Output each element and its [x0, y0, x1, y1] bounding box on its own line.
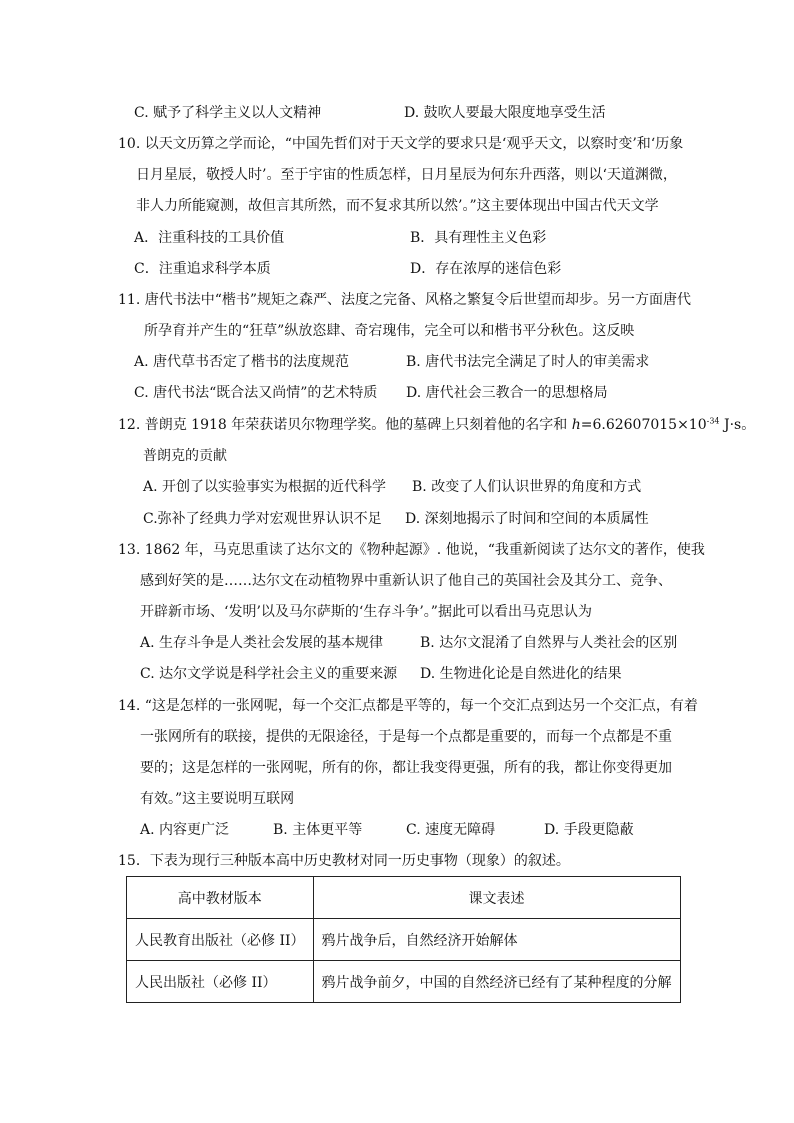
- q14-option-d: D. 手段更隐蔽: [544, 822, 634, 838]
- q10-stem-line-2: 日月星辰，敬授人时’。至于宇宙的性质怎样，日月星辰为何东升西落，则以‘天道渊微，: [136, 167, 677, 183]
- q10-option-c: C．注重追求科学本质: [134, 261, 271, 277]
- q13-stem-line-2: 感到好笑的是……达尔文在动植物界中重新认识了他自己的英国社会及其分工、竞争、: [140, 573, 672, 589]
- q11-option-c: C. 唐代书法“既合法又尚情”的艺术特质: [134, 385, 378, 401]
- q11-stem-line-1: 11. 唐代书法中“楷书”规矩之森严、法度之完备、风格之繁复令后世望而却步。另一方面唐代: [118, 292, 692, 308]
- q11-option-b: B. 唐代书法完全满足了时人的审美需求: [406, 354, 650, 370]
- table-header-edition: 高中教材版本: [127, 877, 314, 919]
- q14-stem-line-2: 一张网所有的联接，提供的无限途径，于是每一个点都是重要的，而每一个点都是不重: [140, 729, 672, 745]
- q12-option-b: B. 改变了人们认识世界的角度和方式: [412, 479, 642, 495]
- q14-option-c: C. 速度无障碍: [406, 822, 496, 838]
- planck-constant-symbol: h: [571, 417, 581, 433]
- table-row: [127, 961, 681, 1003]
- q13-option-c: C. 达尔文学说是科学社会主义的重要来源: [140, 666, 398, 682]
- q12-option-d: D. 深刻地揭示了时间和空间的本质属性: [405, 511, 649, 527]
- q9-option-c: C. 赋予了科学主义以人文精神: [134, 105, 322, 121]
- q11-option-d: D. 唐代社会三教合一的思想格局: [406, 385, 608, 401]
- table-cell-edition: 人民教育出版社（必修 II）: [127, 919, 314, 961]
- table-header-statement: 课文表述: [313, 877, 680, 919]
- table-cell-edition: 人民出版社（必修 II）: [127, 961, 314, 1003]
- q12-stem-line-1: [118, 415, 755, 435]
- q10-option-d: D．存在浓厚的迷信色彩: [410, 261, 562, 277]
- q13-stem-line-1: 13. 1862 年，马克思重读了达尔文的《物种起源》. 他说，“我重新阅读了达尔文的著作，使我: [118, 542, 705, 558]
- q10-stem-line-3: 非人力所能窥测，故但言其所然，而不复求其所以然’。”这主要体现出中国古代天文学: [136, 198, 659, 214]
- table-cell-statement: 鸦片战争前夕，中国的自然经济已经有了某种程度的分解: [313, 961, 680, 1003]
- q12-stem-line-2: 普朗克的贡献: [143, 448, 227, 464]
- q11-stem-line-2: 所孕育并产生的“狂草”纵放恣肆、奇宕瑰伟，完全可以和楷书平分秋色。这反映: [144, 323, 635, 339]
- q13-option-b: B. 达尔文混淆了自然界与人类社会的区别: [420, 635, 678, 651]
- q14-stem-line-3: 要的；这是怎样的一张网呢，所有的你，都让我变得更强，所有的我，都让你变得更加: [140, 760, 672, 776]
- q11-option-a: A. 唐代草书否定了楷书的法度规范: [134, 354, 350, 370]
- table-row: [127, 919, 681, 961]
- q15-stem: 15．下表为现行三种版本高中历史教材对同一历史事物（现象）的叙述。: [118, 853, 570, 869]
- q14-stem-line-1: 14. “这是怎样的一张网呢，每一个交汇点都是平等的，每一个交汇点到达另一个交汇点，有着: [118, 698, 698, 714]
- q13-stem-line-3: 开辟新市场、‘发明’以及马尔萨斯的‘生存斗争’。”据此可以看出马克思认为: [140, 604, 592, 620]
- planck-unit: J·s。: [719, 417, 756, 433]
- table-header-row: [127, 877, 681, 919]
- q14-stem-line-4: 有效。”这主要说明互联网: [140, 791, 295, 807]
- q14-option-b: B. 主体更平等: [273, 822, 363, 838]
- q9-option-d: D. 鼓吹人要最大限度地享受生活: [404, 105, 606, 121]
- q12-option-c: C.弥补了经典力学对宏观世界认识不足: [143, 511, 382, 527]
- q12-option-a: A. 开创了以实验事实为根据的近代科学: [143, 479, 387, 495]
- q10-option-b: B．具有理性主义色彩: [410, 230, 547, 246]
- q10-option-a: A．注重科技的工具价值: [134, 230, 285, 246]
- table-cell-statement: 鸦片战争后，自然经济开始解体: [313, 919, 680, 961]
- planck-exponent: -34: [706, 416, 720, 426]
- q12-stem-prefix: 12. 普朗克 1918 年荣获诺贝尔物理学奖。他的墓碑上只刻着他的名字和: [118, 417, 572, 433]
- q14-option-a: A. 内容更广泛: [140, 822, 230, 838]
- q10-stem-line-1: 10. 以天文历算之学而论，“中国先哲们对于天文学的要求只是‘观乎天文，以察时变’和‘历象: [118, 136, 684, 152]
- q13-option-d: D. 生物进化论是自然进化的结果: [420, 666, 622, 682]
- planck-constant-value: =6.62607015×10: [580, 417, 707, 433]
- q13-option-a: A. 生存斗争是人类社会发展的基本规律: [140, 635, 384, 651]
- textbook-comparison-table: [126, 876, 681, 1003]
